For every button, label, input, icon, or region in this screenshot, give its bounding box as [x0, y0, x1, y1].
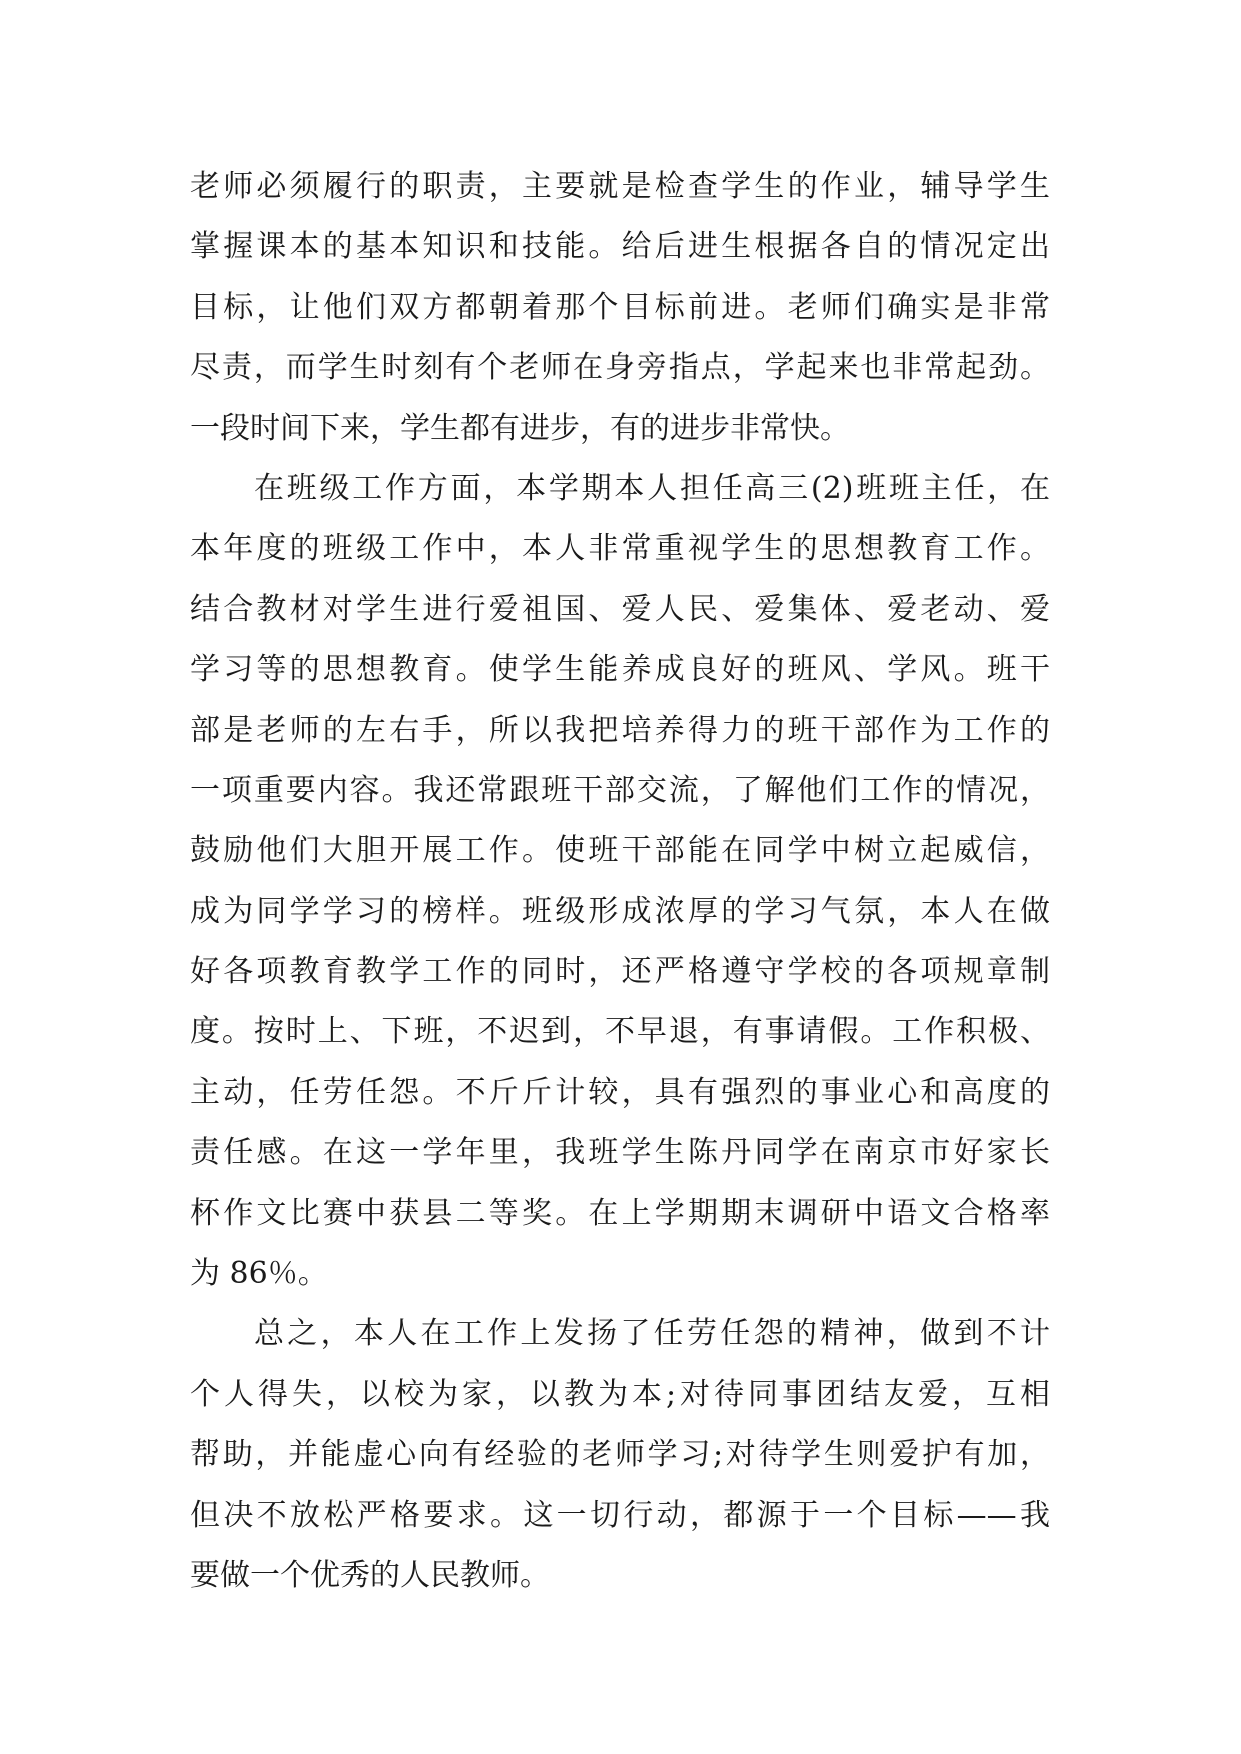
text-line: 一项重要内容。我还常跟班干部交流，了解他们工作的情况， [190, 772, 1050, 808]
document-body [190, 157, 1050, 1606]
text-line: 结合教材对学生进行爱祖国、爱人民、爱集体、爱老动、爱 [190, 591, 1050, 627]
text-line: 尽责，而学生时刻有个老师在身旁指点，学起来也非常起劲。 [190, 350, 1050, 386]
text-line: 学习等的思想教育。使学生能养成良好的班风、学风。班干 [190, 652, 1050, 688]
text-line: 责任感。在这一学年里，我班学生陈丹同学在南京市好家长 [190, 1135, 1050, 1171]
text-line: 在班级工作方面，本学期本人担任高三(2)班班主任，在 [254, 470, 1050, 506]
text-line: 目标，让他们双方都朝着那个目标前进。老师们确实是非常 [190, 289, 1050, 325]
text-line: 鼓励他们大胆开展工作。使班干部能在同学中树立起威信， [190, 833, 1050, 869]
text-line: 老师必须履行的职责，主要就是检查学生的作业，辅导学生 [190, 169, 1050, 204]
paragraph-3 [190, 1304, 1050, 1606]
text-line: 为 86％。 [190, 1256, 328, 1292]
paragraph-2 [190, 459, 1050, 1304]
text-line: 要做一个优秀的人民教师。 [190, 1557, 550, 1593]
text-line: 主动，任劳任怨。不斤斤计较，具有强烈的事业心和高度的 [190, 1074, 1050, 1110]
text-line: 成为同学学习的榜样。班级形成浓厚的学习气氛，本人在做 [190, 893, 1050, 929]
text-line: 但决不放松严格要求。这一切行动，都源于一个目标——我 [190, 1497, 1050, 1533]
text-line: 一段时间下来，学生都有进步，有的进步非常快。 [190, 410, 850, 446]
text-line: 总之，本人在工作上发扬了任劳任怨的精神，做到不计 [254, 1316, 1050, 1352]
text-line: 杯作文比赛中获县二等奖。在上学期期末调研中语文合格率 [190, 1195, 1050, 1231]
text-line: 部是老师的左右手，所以我把培养得力的班干部作为工作的 [190, 712, 1050, 748]
text-line: 个人得失，以校为家，以教为本;对待同事团结友爱，互相 [190, 1376, 1050, 1412]
paragraph-1 [190, 157, 1050, 459]
text-line: 度。按时上、下班，不迟到，不早退，有事请假。工作积极、 [190, 1014, 1050, 1050]
text-line: 帮助，并能虚心向有经验的老师学习;对待学生则爱护有加， [190, 1437, 1050, 1473]
text-line: 掌握课本的基本知识和技能。给后进生根据各自的情况定出 [190, 229, 1050, 265]
text-line: 好各项教育教学工作的同时，还严格遵守学校的各项规章制 [190, 954, 1050, 990]
text-line: 本年度的班级工作中，本人非常重视学生的思想教育工作。 [190, 531, 1050, 567]
